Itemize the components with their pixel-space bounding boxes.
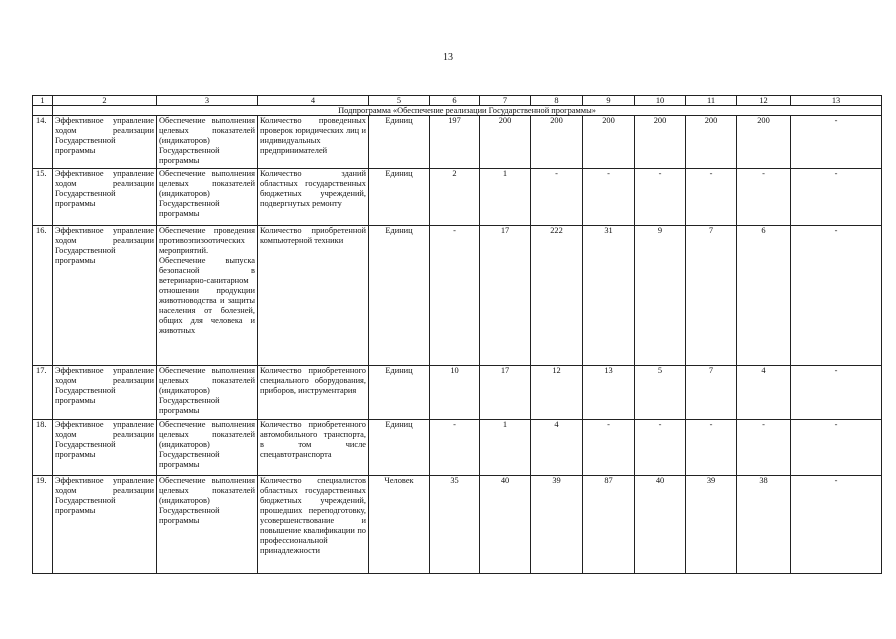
value-col-10: 200 [635,116,686,169]
value-col-13: - [791,420,882,476]
task-cell: Обеспечение выполнения целевых показателей (индикаторов) Государственной программы [157,420,258,476]
value-col-12: - [737,420,791,476]
value-col-9: - [583,169,635,226]
value-col-7: 1 [480,420,531,476]
task-cell: Обеспечение выполнения целевых показателей (индикаторов) Государственной программы [157,169,258,226]
value-col-7: 40 [480,476,531,574]
value-col-8: 12 [531,366,583,420]
value-col-13: - [791,116,882,169]
table-row [33,169,882,226]
column-header: 8 [531,96,583,106]
column-header: 3 [157,96,258,106]
table-row [33,226,882,366]
value-col-9: 87 [583,476,635,574]
value-col-12: 200 [737,116,791,169]
value-col-9: 31 [583,226,635,366]
row-number: 14. [33,116,53,169]
value-col-7: 17 [480,226,531,366]
value-col-13: - [791,476,882,574]
value-col-13: - [791,366,882,420]
column-header: 5 [369,96,430,106]
value-col-11: - [686,169,737,226]
unit-cell: Единиц [369,116,430,169]
indicator-cell: Количество приобретенного автомобильного транспорта, в том числе спецавтотранспорта [258,420,369,476]
indicator-cell: Количество специалистов областных государственных бюджетных учреждений, прошедших переподготовку, усовершенствование и повышение квалификации по профессиональной принадлежности [258,476,369,574]
value-col-11: 7 [686,366,737,420]
value-col-6: - [430,226,480,366]
unit-cell: Единиц [369,420,430,476]
row-number: 18. [33,420,53,476]
value-col-11: 7 [686,226,737,366]
indicator-cell: Количество приобретенной компьютерной техники [258,226,369,366]
column-header: 6 [430,96,480,106]
value-col-6: 197 [430,116,480,169]
value-col-6: 10 [430,366,480,420]
unit-cell: Единиц [369,169,430,226]
value-col-12: - [737,169,791,226]
value-col-10: - [635,420,686,476]
column-header: 11 [686,96,737,106]
value-col-7: 200 [480,116,531,169]
value-col-8: 222 [531,226,583,366]
subprogram-title: Подпрограмма «Обеспечение реализации Государственной программы» [53,106,882,116]
table-row [33,476,882,574]
task-cell: Обеспечение выполнения целевых показателей (индикаторов) Государственной программы [157,116,258,169]
value-col-7: 1 [480,169,531,226]
value-col-7: 17 [480,366,531,420]
column-header: 13 [791,96,882,106]
value-col-10: 5 [635,366,686,420]
value-col-13: - [791,169,882,226]
column-header: 1 [33,96,53,106]
indicator-cell: Количество приобретенного специального оборудования, приборов, инструментария [258,366,369,420]
indicator-cell: Количество зданий областных государственных бюджетных учреждений, подвергнутых ремонту [258,169,369,226]
value-col-12: 6 [737,226,791,366]
column-header: 7 [480,96,531,106]
column-header: 4 [258,96,369,106]
goal-cell: Эффективное управление ходом реализации Государственной программы [53,116,157,169]
value-col-13: - [791,226,882,366]
indicators-table [32,95,882,574]
value-col-8: - [531,169,583,226]
unit-cell: Единиц [369,366,430,420]
column-header: 12 [737,96,791,106]
page-number: 13 [443,52,453,63]
value-col-10: - [635,169,686,226]
goal-cell: Эффективное управление ходом реализации Государственной программы [53,169,157,226]
column-number-row [33,96,882,106]
value-col-8: 200 [531,116,583,169]
column-header: 9 [583,96,635,106]
table-row [33,116,882,169]
row-number: 17. [33,366,53,420]
value-col-10: 9 [635,226,686,366]
goal-cell: Эффективное управление ходом реализации Государственной программы [53,420,157,476]
row-number: 15. [33,169,53,226]
subprogram-row [33,106,882,116]
value-col-9: - [583,420,635,476]
value-col-11: - [686,420,737,476]
row-number: 16. [33,226,53,366]
task-cell: Обеспечение выполнения целевых показателей (индикаторов) Государственной программы [157,366,258,420]
task-cell: Обеспечение выполнения целевых показателей (индикаторов) Государственной программы [157,476,258,574]
value-col-10: 40 [635,476,686,574]
value-col-6: - [430,420,480,476]
value-col-6: 35 [430,476,480,574]
value-col-9: 200 [583,116,635,169]
goal-cell: Эффективное управление ходом реализации Государственной программы [53,226,157,366]
unit-cell: Единиц [369,226,430,366]
value-col-11: 39 [686,476,737,574]
table-row [33,420,882,476]
column-header: 2 [53,96,157,106]
value-col-12: 38 [737,476,791,574]
value-col-6: 2 [430,169,480,226]
column-header: 10 [635,96,686,106]
value-col-9: 13 [583,366,635,420]
task-cell: Обеспечение проведения противоэпизоотических мероприятий. Обеспечение выпуска безопасной в ветеринарно-санитарном отношении продукции животноводства и защиты населения от болезней, общих для человека и животных [157,226,258,366]
value-col-11: 200 [686,116,737,169]
goal-cell: Эффективное управление ходом реализации Государственной программы [53,476,157,574]
unit-cell: Человек [369,476,430,574]
table-row [33,366,882,420]
goal-cell: Эффективное управление ходом реализации Государственной программы [53,366,157,420]
indicator-cell: Количество проведенных проверок юридических лиц и индивидуальных предпринимателей [258,116,369,169]
value-col-12: 4 [737,366,791,420]
value-col-8: 4 [531,420,583,476]
row-number: 19. [33,476,53,574]
value-col-8: 39 [531,476,583,574]
